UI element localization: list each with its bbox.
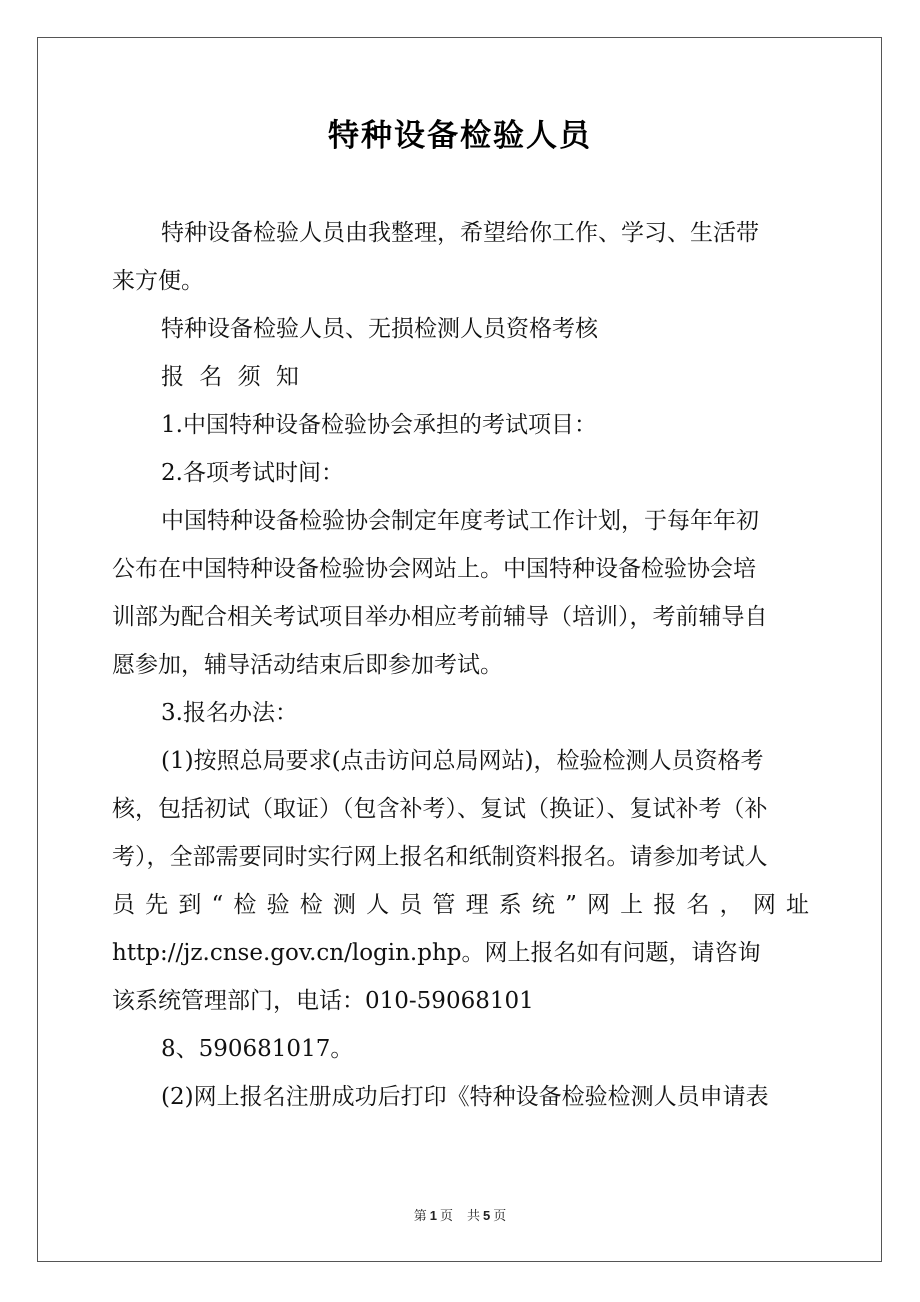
total-pages-number: 5: [483, 1208, 491, 1223]
page-footer: [0, 1207, 920, 1226]
list-item-heading: 3.报名办法：: [161, 700, 298, 726]
paragraph-line: 愿参加，辅导活动结束后即参加考试。: [112, 652, 503, 678]
paragraph-line: 公布在中国特种设备检验协会网站上。中国特种设备检验协会培: [112, 556, 756, 582]
footer-page-word: 页: [439, 1209, 453, 1224]
current-page-number: 1: [429, 1208, 437, 1223]
document-title: 特种设备检验人员: [328, 118, 592, 154]
document-body: [112, 209, 809, 1121]
paragraph-line: (2)网上报名注册成功后打印《特种设备检验检测人员申请表: [161, 1084, 769, 1110]
paragraph-line: 核，包括初试（取证）（包含补考）、复试（换证）、复试补考（补: [112, 796, 768, 822]
paragraph-line: 训部为配合相关考试项目举办相应考前辅导（培训），考前辅导自: [112, 604, 768, 630]
paragraph-line: 特种设备检验人员、无损检测人员资格考核: [161, 316, 598, 342]
paragraph-line: 来方便。: [112, 268, 204, 294]
paragraph-line-url: http://jz.cnse.gov.cn/login.php。网上报名如有问题，请咨询: [112, 940, 761, 966]
paragraph-line: 考），全部需要同时实行网上报名和纸制资料报名。请参加考试人: [112, 844, 768, 870]
section-heading: 报 名 须 知: [161, 364, 303, 390]
paragraph-line: 中国特种设备检验协会制定年度考试工作计划，于每年年初: [161, 508, 759, 534]
footer-prefix: 第: [413, 1209, 427, 1224]
paragraph-line: (1)按照总局要求(点击访问总局网站)，检验检测人员资格考: [161, 748, 764, 774]
list-item-heading: 1.中国特种设备检验协会承担的考试项目：: [161, 412, 597, 438]
list-item-heading: 2.各项考试时间：: [161, 460, 344, 486]
paragraph-line: 特种设备检验人员由我整理，希望给你工作、学习、生活带: [161, 220, 759, 246]
footer-total-prefix: 共: [467, 1209, 481, 1224]
paragraph-line: 8、590681017。: [161, 1036, 354, 1062]
paragraph-line: 员先到“检验检测人员管理系统”网上报名，网址: [112, 892, 809, 918]
paragraph-line-phone: 该系统管理部门，电话：010-59068101: [112, 988, 534, 1014]
footer-total-suffix: 页: [493, 1209, 507, 1224]
